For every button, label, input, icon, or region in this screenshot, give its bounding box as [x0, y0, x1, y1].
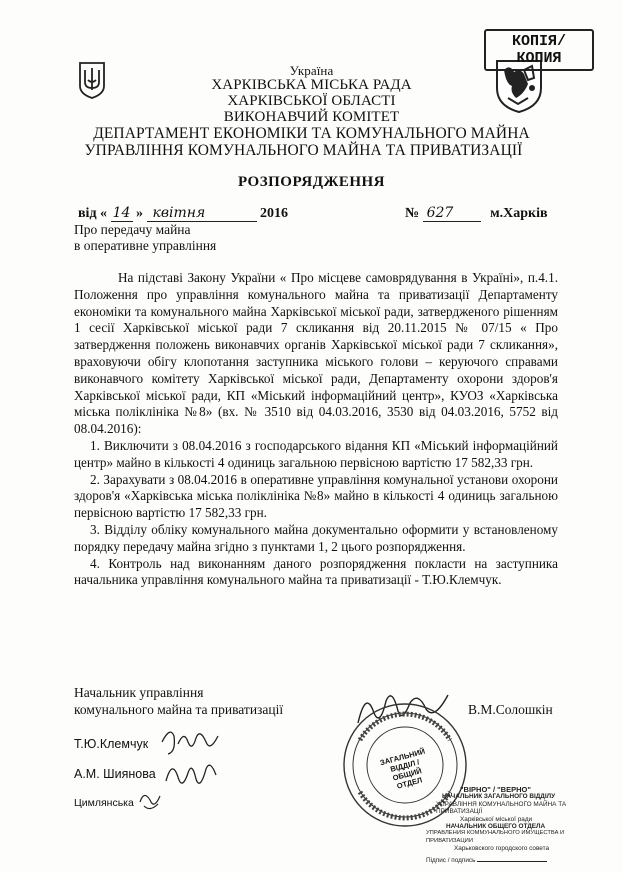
item-1: 1. Виключити з 08.04.2016 з господарського відання КП «Міський інформаційний центр» майно в кількості 4 одиниць загальною первісною вартістю 17 582,33 грн. [74, 437, 558, 470]
preamble-paragraph: На підставі Закону України « Про місцеве самоврядування в Україні», п.4.1. Положення про управління комунального майна та приватизації Департаменту економіки та комунального майна Харківської міської ради, затвердженого рішенням 1 сесії Харківської міської ради 7 скликання від 20.11.2015 № 07/15 « Про затвердження положень виконавчих органів Харківської міської ради 7 скликання», враховуючи обігу клопотання заступника міського голови – керуючого справами виконавчого комітету Харківської міської ради, Департаменту охорони здоров'я Харківської міської ради, КП «Міський інформаційний центр», КУОЗ «Харківська міська поліклініка №8» (вх. № 3510 від 04.03.2016, 3530 від 04.03.2016, 5752 від 08.04.2016): [74, 270, 558, 437]
date-year: 2016 [260, 206, 289, 221]
date-prefix: від « [78, 206, 108, 221]
signature-shyianova [162, 755, 222, 797]
approval-tsymlianska: Цимлянська [74, 797, 134, 809]
signoff-position-2: комунального майна та приватизації [74, 702, 284, 717]
document-body [74, 270, 558, 589]
verify-stamp-line-7: Харьковского городского совета [454, 845, 550, 853]
subject-line-1: Про передачу майна [74, 222, 191, 237]
item-3: 3. Відділу обліку комунального майна документально оформити у встановленому порядку передачу майна згідно з пунктами 1, 2 цього розпорядження. [74, 521, 558, 554]
signoff-position-1: Начальник управління [74, 685, 204, 700]
verify-stamp-line-1: "ВІРНО" / "ВЕРНО" [460, 785, 531, 794]
verify-stamp-line-5: НАЧАЛЬНИК ОБЩЕГО ОТДЕЛА [446, 823, 546, 831]
date-day: 14 [111, 205, 133, 222]
header-department: ДЕПАРТАМЕНТ ЕКОНОМІКИ ТА КОМУНАЛЬНОГО МАЙНА [93, 125, 530, 142]
approval-klemchuk: Т.Ю.Клемчук [74, 737, 149, 751]
date-line [78, 205, 288, 222]
header-council: ХАРКІВСЬКА МІСЬКА РАДА [211, 77, 412, 93]
date-mid: » [136, 206, 144, 221]
item-4: 4. Контроль над виконанням даного розпорядження покласти на заступника начальника управління комунального майна та приватизації - Т.Ю.Клемчук. [74, 555, 558, 588]
subject-line-2: в оперативне управління [74, 238, 217, 253]
signature-tsymlianska [136, 788, 166, 814]
city: м.Харків [490, 206, 548, 221]
verify-stamp-line-2: НАЧАЛЬНИК ЗАГАЛЬНОГО ВІДДІЛУ [442, 793, 556, 801]
header-country: Україна [289, 63, 334, 78]
item-2: 2. Зарахувати з 08.04.2016 в оперативне управління комунальної установи охорони здоров'я «Харківська міська поліклініка №8» майно в кількості 4 одиниць загальною первісною вартістю 17 582,33 грн. [74, 471, 558, 521]
number-line [405, 205, 548, 222]
number-value: 627 [423, 205, 481, 222]
verify-stamp-line-6: УПРАВЛЕНИЯ КОММУНАЛЬНОГО ИМУЩЕСТВА И ПРИВАТИЗАЦИИ [426, 830, 565, 844]
document-title: РОЗПОРЯДЖЕННЯ [237, 174, 386, 190]
copy-stamp-text: КОПІЯ/ КОПИЯ [511, 33, 566, 67]
verify-stamp-line-4: Харківської міської ради [460, 815, 533, 823]
signoff-name: В.М.Солошкін [468, 702, 553, 717]
number-prefix: № [405, 206, 420, 221]
approval-shyianova: А.М. Шиянова [74, 767, 156, 781]
signature-klemchuk [158, 722, 228, 758]
round-stamp-center-text: ЗАГАЛЬНИЙ ВІДДІЛ / ОБЩИЙ ОТДЕЛ [378, 746, 427, 791]
verify-stamp-line-3: УПРАВЛІННЯ КОМУНАЛЬНОГО МАЙНА ТА ПРИВАТИЗАЦІЇ [436, 800, 567, 816]
verify-stamp [426, 786, 586, 864]
header-committee: ВИКОНАВЧИЙ КОМІТЕТ [223, 109, 400, 125]
verify-stamp-line-8 [426, 857, 586, 864]
verify-stamp-signature-label: Підпис / подпись [426, 856, 476, 864]
header-region: ХАРКІВСЬКОЇ ОБЛАСТІ [227, 93, 396, 109]
date-month: квітня [147, 205, 257, 222]
header-division: УПРАВЛІННЯ КОМУНАЛЬНОГО МАЙНА ТА ПРИВАТИЗАЦІЇ [84, 142, 523, 159]
